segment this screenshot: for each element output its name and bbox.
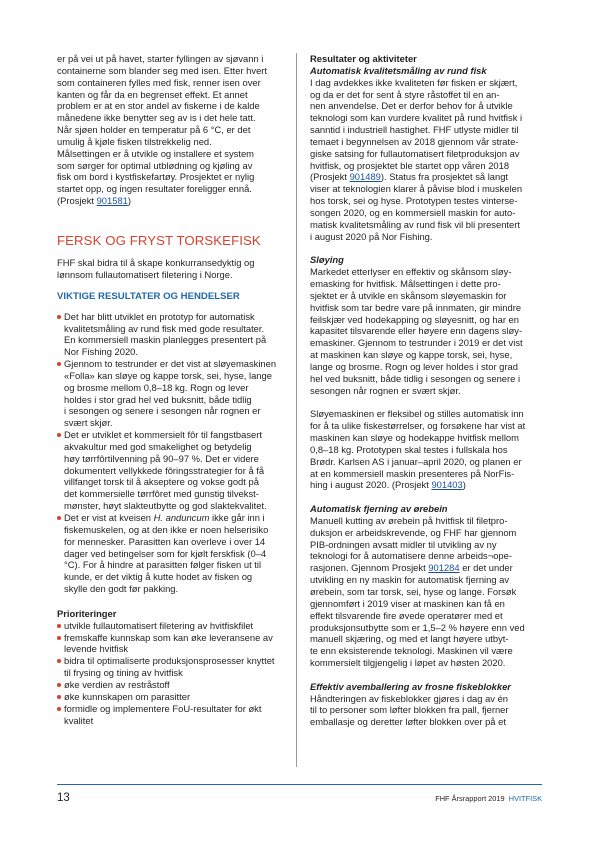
text-line: emballasje og deretter løfter blokken over på et xyxy=(310,716,506,728)
text-line: gjennomført i 2019 viser at maskinen kan få en xyxy=(310,597,505,609)
paragraph-collarbone-b xyxy=(310,574,542,669)
text-line: problem er at en stor andel av fiskerne i de kalde xyxy=(57,100,260,112)
paragraph-gutting-ref xyxy=(310,479,542,491)
priorities-list xyxy=(57,620,283,727)
text-line: emasking for hvitfisk. Målsettingen i dette pro- xyxy=(310,278,501,290)
text-line: teknologi som kan vurdere kvalitet på rund hvitfisk i xyxy=(310,112,523,124)
subheading-gutting: Sløying xyxy=(310,254,344,266)
text-line: sanntid i industriell hastighet. FHF utlyste midler til xyxy=(310,124,519,136)
text-line: I dag avdekkes ikke kvaliteten før fisken er skjært, xyxy=(310,76,518,88)
text-line: manuell skjæring, og med et langt høyere utbyt- xyxy=(310,633,509,645)
left-column xyxy=(57,53,283,726)
text-line: Når sjøen holder en temperatur på 6 °C, er det xyxy=(57,124,251,136)
paragraph-collarbone-a xyxy=(310,515,542,562)
project-link-901284[interactable]: 901284 xyxy=(428,562,460,574)
text-line: temaet i begynnelsen av 2018 gjennom vår strate- xyxy=(310,135,519,147)
ref-suffix: er det under xyxy=(459,562,513,574)
text-line: hvitfisk som tar bedre vare på innmaten, gir mindre xyxy=(310,301,522,313)
list-item: Gjennom to testrunder er det vist at sløyemaskinen «Folla» kan sløye og kappe torsk, sei, hyse, lange og brosme mellom 0,8–18 kg. Rogn og lever holdes i stor grad hel ved buksnitt, både tidlig i sesongen og senere i sesongen når rognen er svært skjør. xyxy=(57,358,283,429)
text-line: ørebein, som tar torsk, sei, hyse og lange. Forsøk xyxy=(310,585,517,597)
text-line: kanten og får da en begrenset effekt. Et annet xyxy=(57,88,248,100)
list-item: fremskaffe kunnskap som kan øke leveransene av levende hvitfisk xyxy=(57,632,283,656)
text-line: Målsettingen er å utvikle og installere et system xyxy=(57,147,254,159)
intro-paragraph xyxy=(57,53,283,195)
text-line: maskinen kan sløye og hodekappe hvitfisk mellom xyxy=(310,432,519,443)
text-line: umulig å kjøle fisken tilstrekkelig ned. xyxy=(57,135,212,147)
text-line: som containeren fylles med fisk, renner isen over xyxy=(57,76,261,88)
results-list xyxy=(57,311,283,595)
intro-reference xyxy=(57,195,283,207)
section-brand: HVITFISK xyxy=(508,794,542,803)
project-link-901403[interactable]: 901403 xyxy=(431,479,463,491)
ref-prefix: (Prosjekt xyxy=(57,195,97,207)
text-line: kapasitet tilsvarende eller høyere enn dagens sløy- xyxy=(310,325,523,337)
text-line: 0,8–18 kg. Prototypen skal testes i fullskala hos xyxy=(310,443,508,455)
section-heading: FERSK OG FRYST TORSKEFISK xyxy=(57,232,261,248)
paragraph-quality-a xyxy=(310,77,542,172)
text-line: som sørger for optimal utblødning og kjøling av xyxy=(57,159,253,171)
text-line: emaskiner. Gjennom to testrunder i 2019 er det vist xyxy=(310,337,523,349)
text-line: containerne som blander seg med isen. Etter hvert xyxy=(57,64,268,76)
text-line: lange og brosme. Rogn og lever holdes i stor grad xyxy=(310,360,518,372)
text-line: effekt tilsvarende fire øvede operatører med et xyxy=(310,609,503,621)
text-line: duksjon er arbeidskrevende, og FHF har gjennom xyxy=(310,526,517,538)
ref-prefix: hing i august 2020. (Prosjekt xyxy=(310,479,432,491)
paragraph-frozen-blocks xyxy=(310,693,542,729)
list-item: bidra til optimaliserte produksjonsprosesser knyttet til frysing og tining av hvitfisk xyxy=(57,655,283,679)
right-column xyxy=(310,53,542,728)
text-line: Sløyemaskinen er fleksibel og stilles automatisk inn xyxy=(310,408,524,420)
text-line: til to personer som løfter blokken fra pall, fjerner xyxy=(310,704,509,716)
project-link-901489[interactable]: 901489 xyxy=(349,171,381,183)
text-line: FHF skal bidra til å skape konkurransedyktig og xyxy=(57,256,255,268)
paragraph-gutting xyxy=(310,266,542,396)
text-line: produksjonsutbytte som er 1,5–2 % høyere enn ved xyxy=(310,621,525,633)
text-line: Markedet etterlyser en effektiv og skånsom sløy- xyxy=(310,266,512,278)
list-item: Det er vist at kveisen H. anduncum ikke går inn i fiskemuskelen, og at den ikke er noen helserisiko for mennesker. Parasitten kan overleve i over 14 dager ved betingelser som for kjølt ferskfisk (0–4 °C). For å hindre at parasitten følger fisken ut til kunde, er det viktig å kutte hodet av fisken og skylle den godt før pakking. xyxy=(57,512,283,595)
subheading-quality-measurement: Automatisk kvalitetsmåling av rund fisk xyxy=(310,64,487,76)
text-line: Manuell kutting av ørebein på hvitfisk til filetpro- xyxy=(310,514,508,526)
text-line: sesongen når rognen er svært skjør. xyxy=(310,384,461,396)
text-line: at en kommersiell maskin presenteres på NorFis- xyxy=(310,467,515,479)
text-line: matisk kvalitetsmåling av rund fisk vil bli presentert xyxy=(310,218,520,230)
ref-suffix: ) xyxy=(462,479,466,491)
priorities-heading: Prioriteringer xyxy=(57,607,117,619)
ref-prefix: (Prosjekt xyxy=(310,171,350,183)
section-intro xyxy=(57,257,283,281)
text-line: teknologi for å automatisere denne arbeids¬ope- xyxy=(310,550,512,562)
text-line: nen anvendelse. Det er derfor behov for å utvikle xyxy=(310,100,513,112)
list-item: øke kunnskapen om parasitter xyxy=(57,691,283,703)
text-line: kommersielt tilgjengelig i løpet av høsten 2020. xyxy=(310,657,506,669)
list-item: utvikle fullautomatisert filetering av hvitfiskfilet xyxy=(57,620,283,632)
subheading-collarbone-removal: Automatisk fjerning av ørebein xyxy=(310,503,448,515)
text-line: hvitfisk, og prosjektet ble startet opp våren 2018 xyxy=(310,159,510,171)
paragraph-collarbone-ref xyxy=(310,562,542,574)
text-line: viser at teknologien klarer å påvise blod i muskelen xyxy=(310,183,523,195)
text-line: te enn eksisterende teknologi. Maskinen vil være xyxy=(310,645,513,657)
ref-prefix: rasjonen. Gjennom Prosjekt xyxy=(310,562,429,574)
text-line: fisk om bord i kystfiskefartøy. Prosjektet er nylig xyxy=(57,171,255,183)
list-item: Det er utviklet et kommersielt fôr til fangstbasert akvakultur med god smakelighet og betydelig høy tørrfôrtilvenning på 90–97 %. Det er videre dokumentert vellykkede fôringsstrategier for å få villfanget torsk til å akseptere og vokse godt på det kommersielle tørrfôret med gunstig tilvekst- mønster, høyt slaktеutbytte og god slaktekvalitet. xyxy=(57,429,283,512)
list-item: Det har blitt utviklet en prototyp for automatisk kvalitetsmåling av rund fisk med gode resultater. En kommersiell maskin planlegges presentert på Nor Fishing 2020. xyxy=(57,311,283,358)
column-separator xyxy=(296,53,297,767)
text-line: startet opp, og ingen resultater foreligger ennå. xyxy=(57,183,252,195)
text-line: PIB-ordningen avsatt midler til utvikling av ny xyxy=(310,538,497,550)
text-line: hel ved buksnitt, både tidlig i sesongen og senere i xyxy=(310,372,521,384)
report-title: FHF Årsrapport 2019 xyxy=(435,794,505,803)
project-link-901581[interactable]: 901581 xyxy=(96,195,128,207)
text-line: i august 2020 på Nor Fishing. xyxy=(310,230,433,242)
text-line: at maskinen kan sløye og kappe torsk, sei, hyse, xyxy=(310,349,513,361)
list-item: øke verdien av restråstoff xyxy=(57,679,283,691)
text-line: lønnsom fullautomatisert filetering i Norge. xyxy=(57,268,233,280)
text-line: og da er det for sent å styre råstoffet til en an- xyxy=(310,88,500,100)
text-line: for å ta ulike fiskestørrelser, og forsøkene har vist at xyxy=(310,420,526,432)
paragraph-quality-b xyxy=(310,183,542,242)
paragraph-quality-ref xyxy=(310,171,542,183)
text-line: månedene ikke benytter seg av is i det hele tatt. xyxy=(57,112,256,124)
text-line: sjektet er å utvikle en skånsom sløyemaskin for xyxy=(310,289,507,301)
results-activities-heading: Resultater og aktiviteter xyxy=(310,53,417,64)
text-line: feilskjær ved hodekapping og sløyesnitt, og har en xyxy=(310,313,519,325)
ref-suffix: ). Status fra prosjektet så langt xyxy=(380,171,509,183)
text-line: songen 2020, og en kommersiell maskin for auto- xyxy=(310,206,516,218)
text-line: er på vei ut på havet, starter fyllingen av sjøvann i xyxy=(57,53,264,64)
text-line: Brødr. Karlsen AS i januar–april 2020, og planen er xyxy=(310,455,522,467)
text-line: Håndteringen av fiskeblokker gjøres i dag av én xyxy=(310,692,509,704)
page-number: 13 xyxy=(57,792,70,804)
footer-rule xyxy=(57,784,542,785)
text-line: utvikling en ny maskin for automatisk fjerning av xyxy=(310,574,510,586)
list-item: formidle og implementere FoU-resultater for økt kvalitet xyxy=(57,703,283,727)
ref-suffix: ) xyxy=(127,195,132,207)
text-line: hos torsk, sei og hyse. Prototypen testes vinterse- xyxy=(310,195,518,207)
footer-label xyxy=(435,794,542,804)
text-line: giske satsing for fullautomatisert filetproduksjon av xyxy=(310,147,520,159)
paragraph-gutting-machine xyxy=(310,408,542,479)
results-heading: VIKTIGE RESULTATER OG HENDELSER xyxy=(57,290,240,302)
subheading-frozen-blocks: Effektiv avemballering av frosne fiskeblokker xyxy=(310,680,511,692)
